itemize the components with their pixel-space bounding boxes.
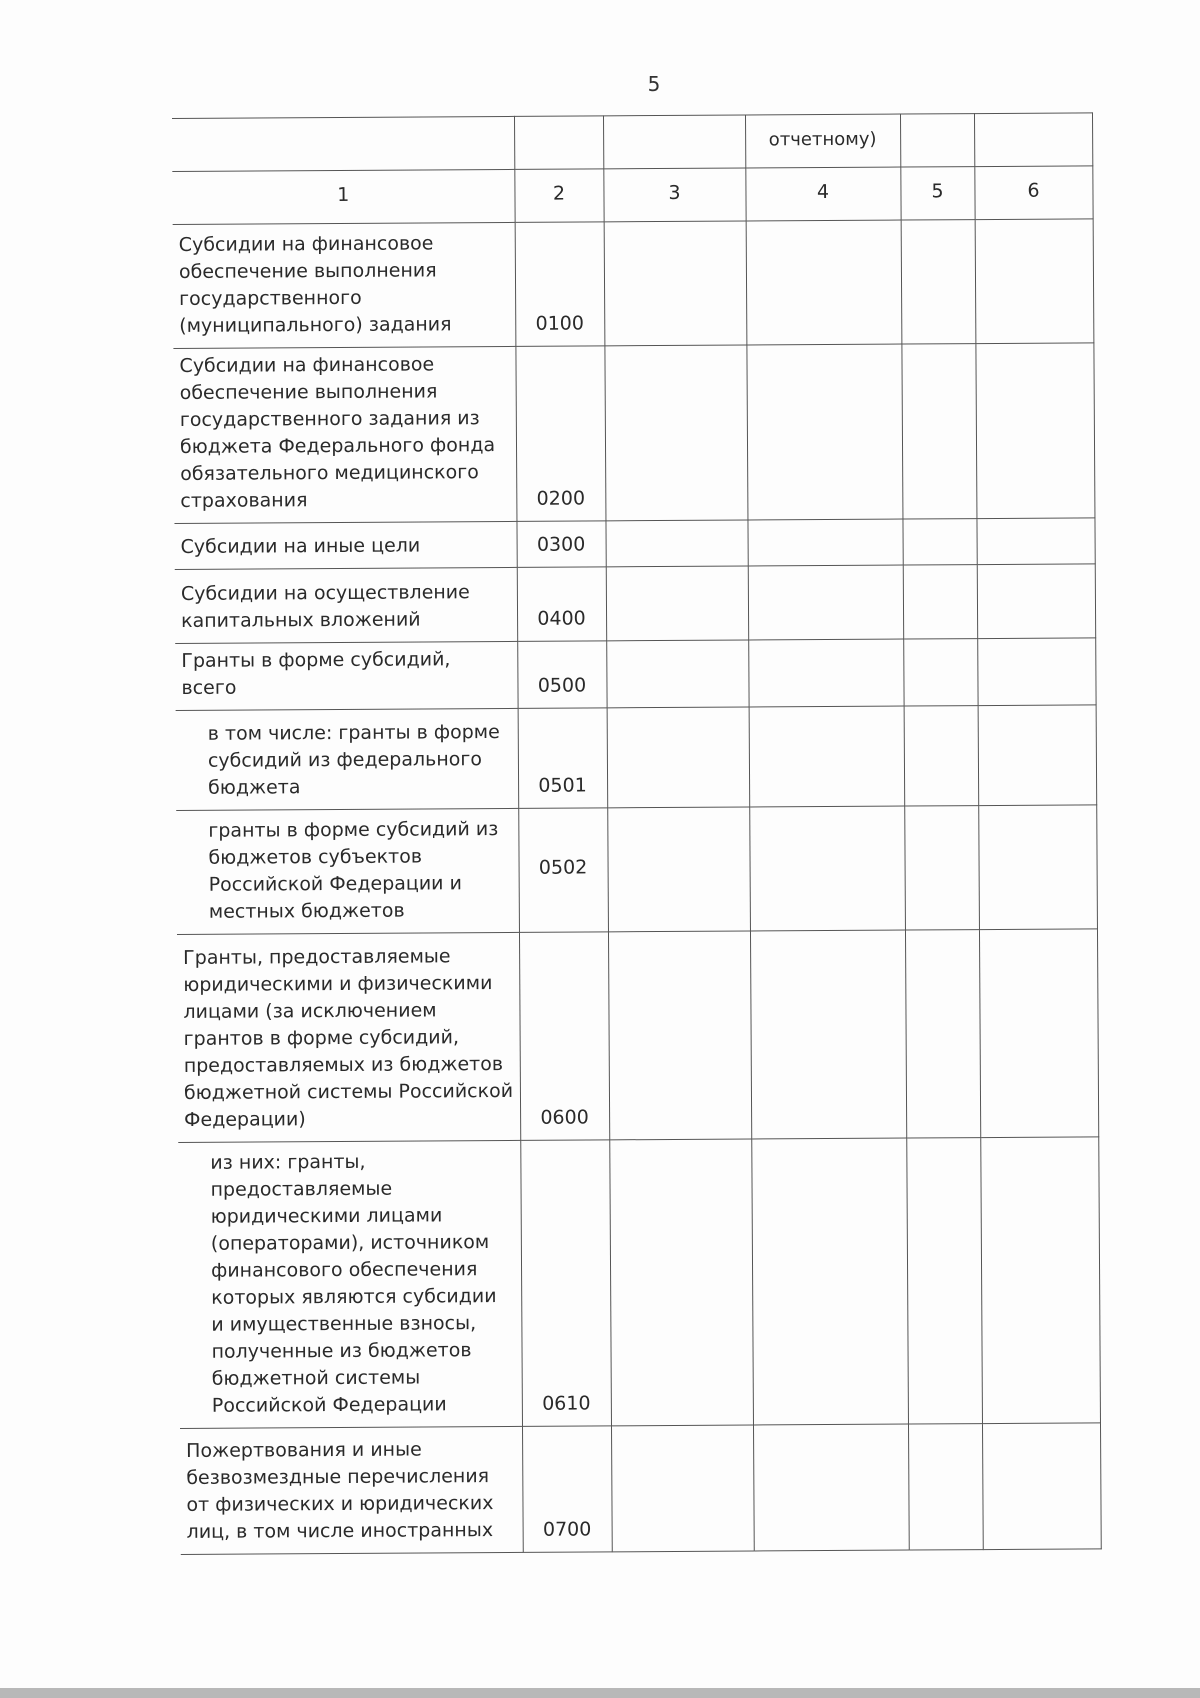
table-row: [173, 343, 1094, 524]
row-code: 0100: [515, 222, 605, 347]
value-cell: [978, 705, 1097, 806]
row-code: 0500: [517, 641, 606, 709]
value-cell: [746, 344, 902, 520]
value-cell: [607, 807, 750, 932]
header-cell-3: [603, 115, 745, 169]
value-cell: [611, 1425, 754, 1552]
row-label: Гранты в форме субсидий, всего: [175, 641, 517, 710]
value-cell: [905, 930, 980, 1138]
header-continuation-row: [172, 113, 1092, 172]
value-cell: [747, 519, 902, 566]
row-label: в том числе: гранты в форме субсидий из федерального бюджета: [176, 708, 519, 810]
header-cell-5: [900, 114, 974, 167]
value-cell: [906, 1138, 982, 1424]
row-label: Субсидии на финансовое обеспечение выполнения государственного задания из бюджета Федерального фонда обязательного медицинского страхования: [173, 346, 516, 523]
table-row: [175, 564, 1095, 644]
value-cell: [901, 220, 976, 344]
page-number: 5: [647, 72, 661, 96]
column-number: 6: [974, 166, 1092, 220]
value-cell: [608, 931, 751, 1140]
table-row: [180, 1423, 1101, 1555]
value-cell: [978, 805, 1097, 930]
column-number: 4: [745, 167, 900, 221]
value-cell: [980, 1137, 1100, 1424]
value-cell: [748, 639, 903, 707]
value-cell: [903, 639, 977, 706]
header-cell-1: [172, 116, 514, 171]
value-cell: [750, 930, 906, 1139]
value-cell: [901, 344, 976, 519]
report-table-wrap: [172, 112, 1101, 1555]
value-cell: [604, 345, 747, 521]
row-code: 0200: [515, 346, 605, 522]
table-row: [177, 929, 1098, 1143]
row-label: гранты в форме субсидий из бюджетов субъектов Российской Федерации и местных бюджетов: [176, 808, 519, 934]
value-cell: [977, 638, 1095, 706]
row-code: 0600: [519, 932, 609, 1141]
value-cell: [975, 343, 1094, 519]
header-cell-4: отчетному): [745, 114, 900, 168]
header-cell-2: [514, 116, 603, 170]
value-cell: [606, 640, 748, 708]
row-label: Субсидии на иные цели: [174, 521, 516, 569]
column-number: 5: [900, 167, 974, 220]
value-cell: [979, 929, 1098, 1138]
header-cell-6: [974, 113, 1092, 167]
value-cell: [749, 706, 905, 807]
scan-bottom-edge: [0, 1688, 1200, 1698]
row-code: 0400: [517, 567, 606, 642]
value-cell: [975, 219, 1094, 344]
table-row: [173, 219, 1094, 349]
value-cell: [746, 220, 902, 345]
row-label: Субсидии на осуществление капитальных вложений: [175, 567, 517, 643]
value-cell: [976, 518, 1094, 565]
table-row: [176, 805, 1097, 935]
column-number-row: [172, 166, 1092, 225]
value-cell: [977, 564, 1095, 639]
column-number: 2: [514, 169, 603, 223]
value-cell: [607, 707, 750, 808]
row-code: 0502: [518, 808, 608, 933]
row-code: 0610: [520, 1140, 611, 1427]
table-row: [178, 1137, 1100, 1429]
value-cell: [902, 519, 976, 565]
value-cell: [606, 566, 748, 641]
row-code: 0700: [522, 1426, 612, 1553]
value-cell: [904, 806, 979, 930]
column-number: 1: [172, 169, 514, 224]
value-cell: [753, 1424, 909, 1551]
row-label: из них: гранты, предоставляемые юридическими лицами (операторами), источником финансового обеспечения которых являются субсидии и имущественные взносы, полученные из бюджетов бюджетной системы Российской Федерации: [178, 1140, 522, 1428]
value-cell: [604, 221, 747, 346]
value-cell: [605, 520, 747, 567]
value-cell: [748, 565, 903, 640]
table-row: [174, 518, 1094, 570]
table-row: [175, 638, 1095, 711]
row-label: Пожертвования и иные безвозмездные перечисления от физических и юридических лиц, в том числе иностранных: [180, 1426, 523, 1554]
value-cell: [609, 1139, 753, 1426]
value-cell: [904, 706, 979, 806]
table-row: [176, 705, 1097, 811]
row-label: Субсидии на финансовое обеспечение выполнения государственного (муниципального) задания: [173, 222, 516, 348]
value-cell: [982, 1423, 1101, 1550]
value-cell: [908, 1424, 983, 1550]
row-code: 0300: [516, 521, 605, 568]
row-code: 0501: [518, 708, 608, 809]
value-cell: [751, 1138, 908, 1425]
column-number: 3: [603, 168, 745, 222]
row-label: Гранты, предоставляемые юридическими и физическими лицами (за исключением грантов в форме субсидий, предоставляемых из бюджетов бюджетной системы Российской Федерации): [177, 932, 520, 1142]
value-cell: [749, 806, 905, 931]
value-cell: [903, 565, 977, 639]
report-table: [172, 112, 1101, 1555]
